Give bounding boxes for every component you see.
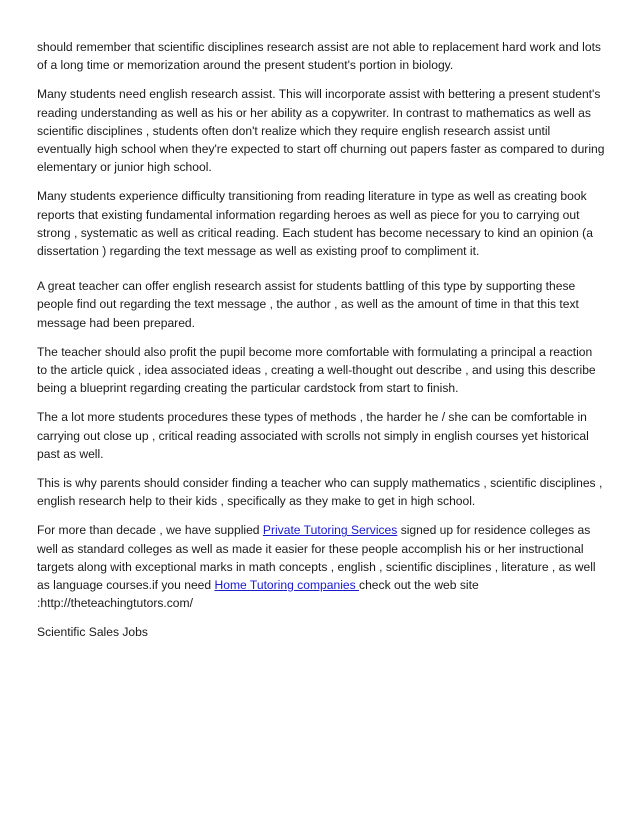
paragraph-parents-consider: This is why parents should consider finding a teacher who can supply mathematics , scientific disciplines , english research help to their kids , specifically as they make to get in high school. [37,476,603,509]
promo-text-end: check out the web site :http://theteachingtutors.com/ [37,578,479,611]
promo-text-start: For more than decade , we have supplied [37,523,263,538]
document-page [37,38,605,653]
promo-text-middle: signed up for residence colleges as well as standard colleges as well as made it easier for these people accomplish his or her instructional targets along with exceptional marks in math concepts , english , scientific disciplines , literature , as well as language courses.if you need [37,523,596,593]
paragraph-pupil-comfort: The teacher should also profit the pupil become more comfortable with formulating a principal a reaction to the article quick , idea associated ideas , creating a well-thought out describe , and using this describe being a blueprint regarding creating the particular cardstock from start to finish. [37,344,596,396]
paragraph-teacher-help: A great teacher can offer english research assist for students battling of this type by supporting these people find out regarding the text message , the author , as well as the amount of time in that this text message had been prepared. [37,279,579,330]
paragraph-practice-methods: The a lot more students procedures these types of methods , the harder he / she can be comfortable in carrying out close up , critical reading associated with scrolls not simply in english courses yet historical past as well. [37,410,589,461]
private-tutoring-services-link[interactable]: Private Tutoring Services [262,523,398,538]
paragraph-biology: should remember that scientific disciplines research assist are not able to replacement hard work and lots of a long time or memorization around the present student's portion in biology. [37,40,601,73]
paragraph-english-research: Many students need english research assist. This will incorporate assist with bettering a present student's reading understanding as well as his or her ability as a copywriter. In contrast to mathematics as well as scientific disciplines , students often don't realize which they require english research assist until eventually high school when they're expected to start off churning out papers faster as compared to during elementary or junior high school. [37,87,605,175]
paragraph-literature-transition: Many students experience difficulty transitioning from reading literature in type as well as creating book reports that existing fundamental information regarding heroes as well as piece for you to carrying out strong , systematic as well as critical reading. Each student has become necessary to kind an opinion (a dissertation ) regarding the text message as well as existing proof to compliment it. [37,189,593,259]
footer-text: Scientific Sales Jobs [37,625,148,640]
home-tutoring-companies-link[interactable]: Home Tutoring companies [214,578,360,593]
paragraph-services-promo [37,521,605,612]
